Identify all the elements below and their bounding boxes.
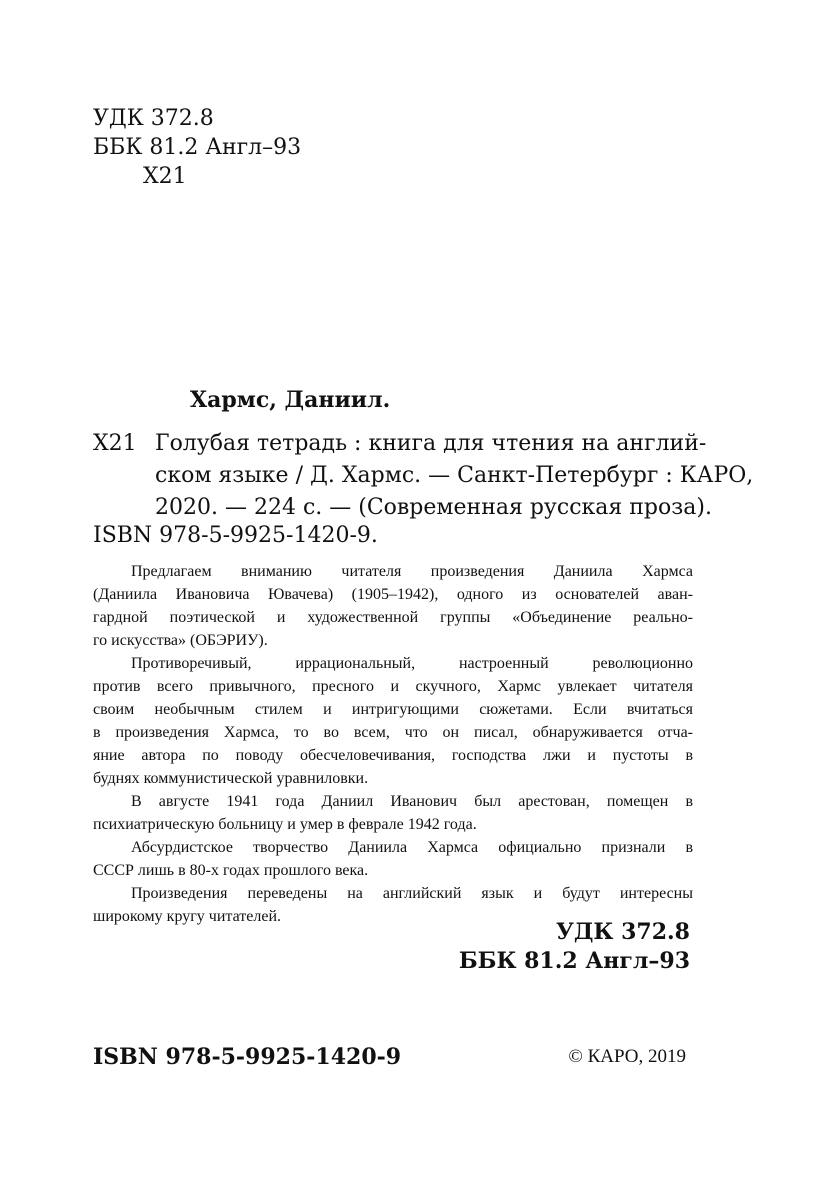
biblio-line-1: Голубая тетрадь : книга для чтения на англий- (155, 431, 707, 456)
author-heading: Хармс, Даниил. (190, 387, 391, 413)
annotation-paragraph-2 (93, 652, 693, 790)
isbn-bottom: ISBN 978-5-9925-1420-9 (93, 1044, 402, 1070)
annotation-paragraph-3 (93, 790, 693, 836)
annotation-line: в произведения Хармса, то во всем, что он писал, обнаруживается отча- (93, 724, 693, 741)
annotation-line: против всего привычного, пресного и скучного, Хармс увлекает читателя (93, 678, 693, 695)
isbn-line: ISBN 978-5-9925-1420-9. (93, 523, 378, 548)
annotation-line: своим необычным стилем и интригующими сюжетами. Если вчитаться (93, 701, 693, 718)
annotation-line: СССР лишь в 80-х годах прошлого века. (93, 862, 369, 879)
annotation-paragraph-1 (93, 560, 693, 652)
annotation-paragraph-4 (93, 836, 693, 882)
annotation (93, 560, 693, 928)
annotation-line: буднях коммунистической уравниловки. (93, 770, 369, 787)
bbk-code: ББК 81.2 Англ–93 (93, 135, 302, 160)
annotation-line: психиатрическую больницу и умер в феврале 1942 года. (93, 816, 477, 833)
udk-code-bottom: УДК 372.8 (556, 919, 690, 945)
udk-code: УДК 372.8 (93, 106, 214, 131)
annotation-line: Произведения переведены на английский язык и будут интересны (131, 885, 693, 902)
annotation-line: Абсурдистское творчество Даниила Хармса официально признали в (131, 839, 693, 856)
annotation-line: Противоречивый, иррациональный, настроенный революционно (131, 655, 693, 672)
annotation-line: (Даниила Ивановича Ювачева) (1905–1942), одного из основателей аван- (93, 586, 693, 603)
biblio-line-3: 2020. — 224 с. — (Современная русская проза). (155, 495, 712, 520)
bibliographic-description (93, 428, 754, 524)
bbk-code-bottom: ББК 81.2 Англ–93 (458, 948, 690, 974)
annotation-line: Предлагаем вниманию читателя произведения Даниила Хармса (131, 563, 693, 580)
classification-codes-bottom (459, 918, 690, 976)
author-mark: Х21 (143, 164, 187, 189)
annotation-line: широкому кругу читателей. (93, 908, 282, 925)
biblio-line-2: ском языке / Д. Хармс. — Санкт-Петербург : КАРО, (155, 463, 754, 488)
biblio-author-mark: Х21 (93, 431, 137, 456)
annotation-line: гардной поэтической и художественной группы «Объединение реально- (93, 609, 693, 626)
copyright-notice: © КАРО, 2019 (568, 1046, 686, 1067)
annotation-line: яние автора по поводу обесчеловечивания, господства лжи и пустоты в (93, 747, 693, 764)
annotation-line: В августе 1941 года Даниил Иванович был арестован, помещен в (131, 793, 693, 810)
annotation-line: го искусства» (ОБЭРИУ). (93, 632, 268, 649)
classification-codes-top (93, 104, 301, 191)
